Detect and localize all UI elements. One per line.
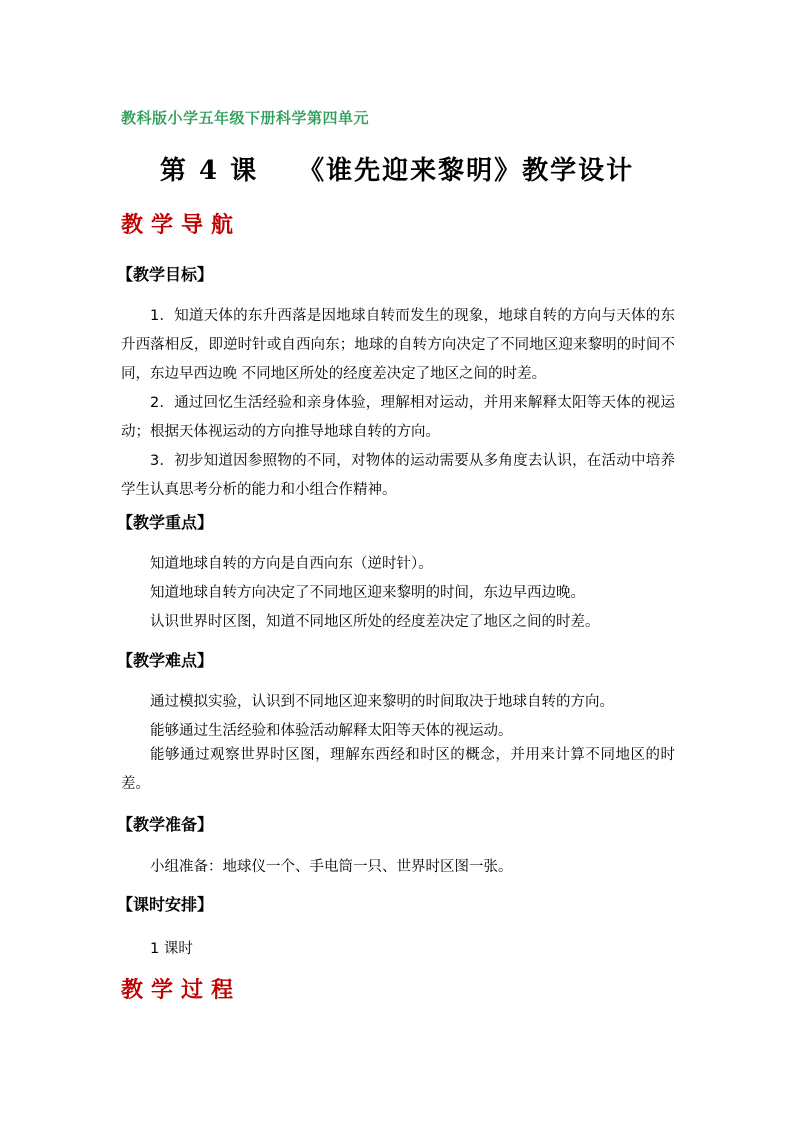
objective-item: 3．初步知道因参照物的不同，对物体的运动需要从多角度去认识，在活动中培养学生认真思考分析的能力和小组合作精神。 — [121, 453, 675, 498]
preparation-heading: 【教学准备】 — [117, 815, 214, 834]
lesson-name: 《谁先迎来黎明》教学设计 — [298, 156, 635, 186]
objective-item: 1．知道天体的东升西落是因地球自转而发生的现象，地球自转的方向与天体的东升西落相反，即逆时针或自西向东；地球的自转方向决定了不同地区迎来黎明的时间不同，东边早西边晚 不同地区所处的经度差决定了地区之间的时差。 — [121, 308, 675, 382]
difficulty-item: 通过模拟实验，认识到不同地区迎来黎明的时间取决于地球自转的方向。 — [150, 694, 614, 710]
key-point-item: 知道地球自转方向决定了不同地区迎来黎明的时间，东边早西边晚。 — [150, 585, 585, 601]
key-point-item: 认识世界时区图，知道不同地区所处的经度差决定了地区之间的时差。 — [150, 614, 600, 630]
difficulties-heading: 【教学难点】 — [117, 651, 214, 670]
section-teaching-guide: 教学导航 — [121, 212, 242, 238]
lesson-title — [0, 150, 794, 187]
preparation-text: 小组准备：地球仪一个、手电筒一只、世界时区图一张。 — [150, 859, 513, 875]
section-teaching-process: 教学过程 — [121, 977, 242, 1003]
difficulty-item: 能够通过观察世界时区图，理解东西经和时区的概念，并用来计算不同地区的时差。 — [121, 747, 675, 792]
schedule-heading: 【课时安排】 — [117, 895, 214, 914]
objective-item: 2．通过回忆生活经验和亲身体验，理解相对运动，并用来解释太阳等天体的视运动；根据天体视运动的方向推导地球自转的方向。 — [121, 395, 675, 440]
key-points-heading: 【教学重点】 — [117, 513, 214, 532]
lesson-number: 第 4 课 — [159, 156, 259, 186]
difficulty-item: 能够通过生活经验和体验活动解释太阳等天体的视运动。 — [150, 723, 513, 739]
objectives-heading: 【教学目标】 — [117, 265, 214, 284]
series-subtitle: 教科版小学五年级下册科学第四单元 — [121, 109, 370, 127]
schedule-text: 1 课时 — [150, 941, 193, 957]
key-point-item: 知道地球自转的方向是自西向东（逆时针）。 — [150, 556, 433, 572]
